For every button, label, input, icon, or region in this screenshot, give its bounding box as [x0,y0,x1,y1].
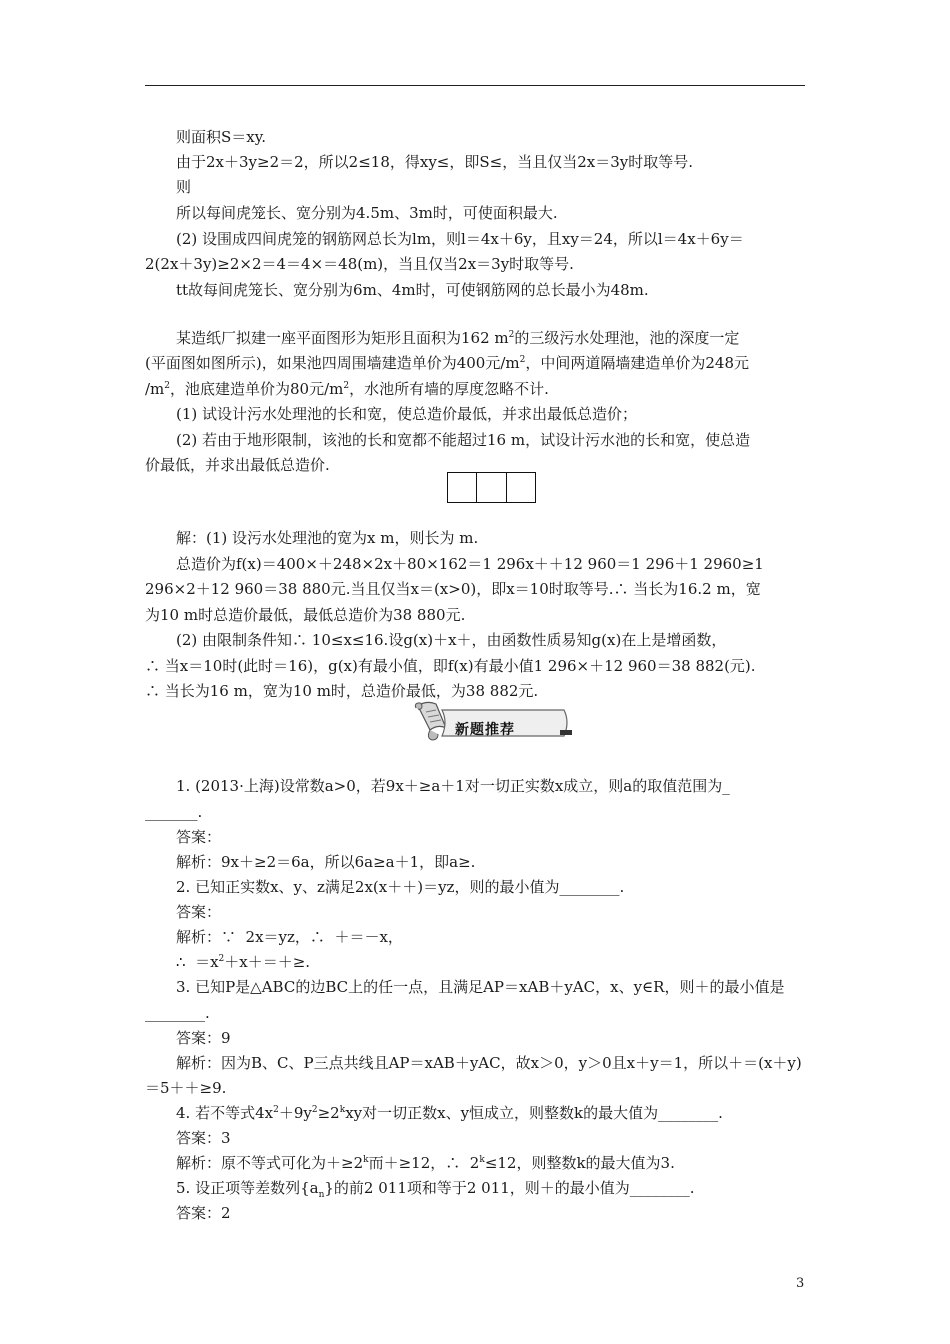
explanation-1: 解析：9x＋≥2＝6a，所以6a≥a＋1，即a≥. [176,853,476,871]
explanation-2-cont: ∴ $=x^2+x+=+\ge$. [176,953,311,971]
solution-line: ∴ 当长为16 m，宽为10 m时，总造价最低，为38 882元. [145,682,539,700]
text-line: 则 [176,178,192,196]
explanation-3: 解析：因为B、C、P三点共线且AP＝xAB＋yAC，故x＞0，y＞0且x＋y＝1，所以＋＝(x＋y) [176,1054,802,1072]
question-1: 1. (2013·上海)设常数a>0，若9x＋≥a＋1对一切正实数x成立，则a的取值范围为_ [176,777,730,795]
answer-5: 答案：2 [176,1204,231,1222]
header-rule [145,85,805,86]
problem-line: 某造纸厂拟建一座平面图形为矩形且面积为162 $m^2$的三级污水处理池，池的深度一定 [176,329,740,347]
text-line: 2(2x＋3y)≥2×2＝4＝4×＝48(m)，当且仅当2x＝3y时取等号. [145,255,574,273]
question-4: 4. 若不等式$4x^2+9y^2\ge 2^kxy$对一切正数x、y恒成立，则整数k的最大值为________. [176,1104,723,1122]
solution-line: 总造价为f(x)＝400×＋248×2x＋80×162＝1 296x＋＋12 960＝1 296＋1 2960≥1 [176,555,764,573]
question-3: 3. 已知P是△ABC的边BC上的任一点，且满足AP＝xAB＋yAC，x、y∈R，则＋的最小值是 [176,978,785,996]
pool-cell [477,473,506,502]
pool-cell [448,473,477,502]
problem-question-2-cont: 价最低，并求出最低总造价. [145,456,330,474]
answer-3: 答案：9 [176,1029,231,1047]
answer-4: 答案：3 [176,1129,231,1147]
explanation-3-cont: ＝5＋＋≥9. [145,1079,227,1097]
problem-question-1: (1) 试设计污水处理池的长和宽，使总造价最低，并求出最低总造价； [176,405,638,423]
answer-2: 答案： [176,903,222,921]
text-line: tt故每间虎笼长、宽分别为6m、4m时，可使钢筋网的总长最小为48m. [176,281,649,299]
text-line: 则面积S＝xy. [176,128,266,146]
question-5: 5. 设正项等差数列$\{a_n\}$的前2 011项和等于2 011，则＋的最小值为________. [176,1179,695,1200]
solution-line: 296×2＋12 960＝38 880元.当且仅当x＝(x>0)，即x＝10时取等号.∴ 当长为16.2 m，宽 [145,580,761,598]
text-line: 所以每间虎笼长、宽分别为4.5m、3m时，可使面积最大. [176,204,558,222]
page-number: 3 [796,1276,805,1291]
answer-1: 答案： [176,828,222,846]
solution-line: 解：(1) 设污水处理池的宽为x m，则长为 m. [176,529,479,547]
explanation-2: 解析：∵ 2x＝yz，∴ ＋＝－x， [176,928,403,946]
explanation-4: 解析：原不等式可化为$+\ge 2^k$而＋≥12，∴ $2^k\le 12$，则整数k的最大值为3. [176,1154,675,1172]
pool-plan-diagram [447,472,536,503]
solution-line: (2) 由限制条件知∴ 10≤x≤16.设g(x)＋x＋，由函数性质易知g(x)在上是增函数， [176,631,727,649]
solution-line: ∴ 当x＝10时(此时＝16)，g(x)有最小值，即f(x)有最小值1 296×＋12 960＝38 882(元). [145,657,756,675]
text-line: 由于2x＋3y≥2＝2，所以2≤18，得xy≤，即S≤，当且仅当2x＝3y时取等号. [176,153,694,171]
pool-cell [507,473,535,502]
problem-line: $/m^2$，池底建造单价为80元$/m^2$，水池所有墙的厚度忽略不计. [145,380,549,398]
question-2: 2. 已知正实数x、y、z满足2x(x＋＋)＝yz，则的最小值为________. [176,878,625,896]
section-title: 新题推荐 [455,722,515,738]
scroll-icon [415,702,446,740]
problem-line: (平面图如图所示)，如果池四周围墙建造单价为400元$/m^2$，中间两道隔墙建造单价为248元 [145,354,749,372]
question-3-cont: ________. [145,1004,210,1022]
problem-question-2: (2) 若由于地形限制，该池的长和宽都不能超过16 m，试设计污水池的长和宽，使总造 [176,431,751,449]
question-1-cont: _______. [145,803,203,821]
solution-line: 为10 m时总造价最低，最低总造价为38 880元. [145,606,466,624]
text-line: (2) 设围成四间虎笼的钢筋网总长为lm，则l＝4x＋6y，且xy＝24，所以l＝4x＋6y＝ [176,230,744,248]
